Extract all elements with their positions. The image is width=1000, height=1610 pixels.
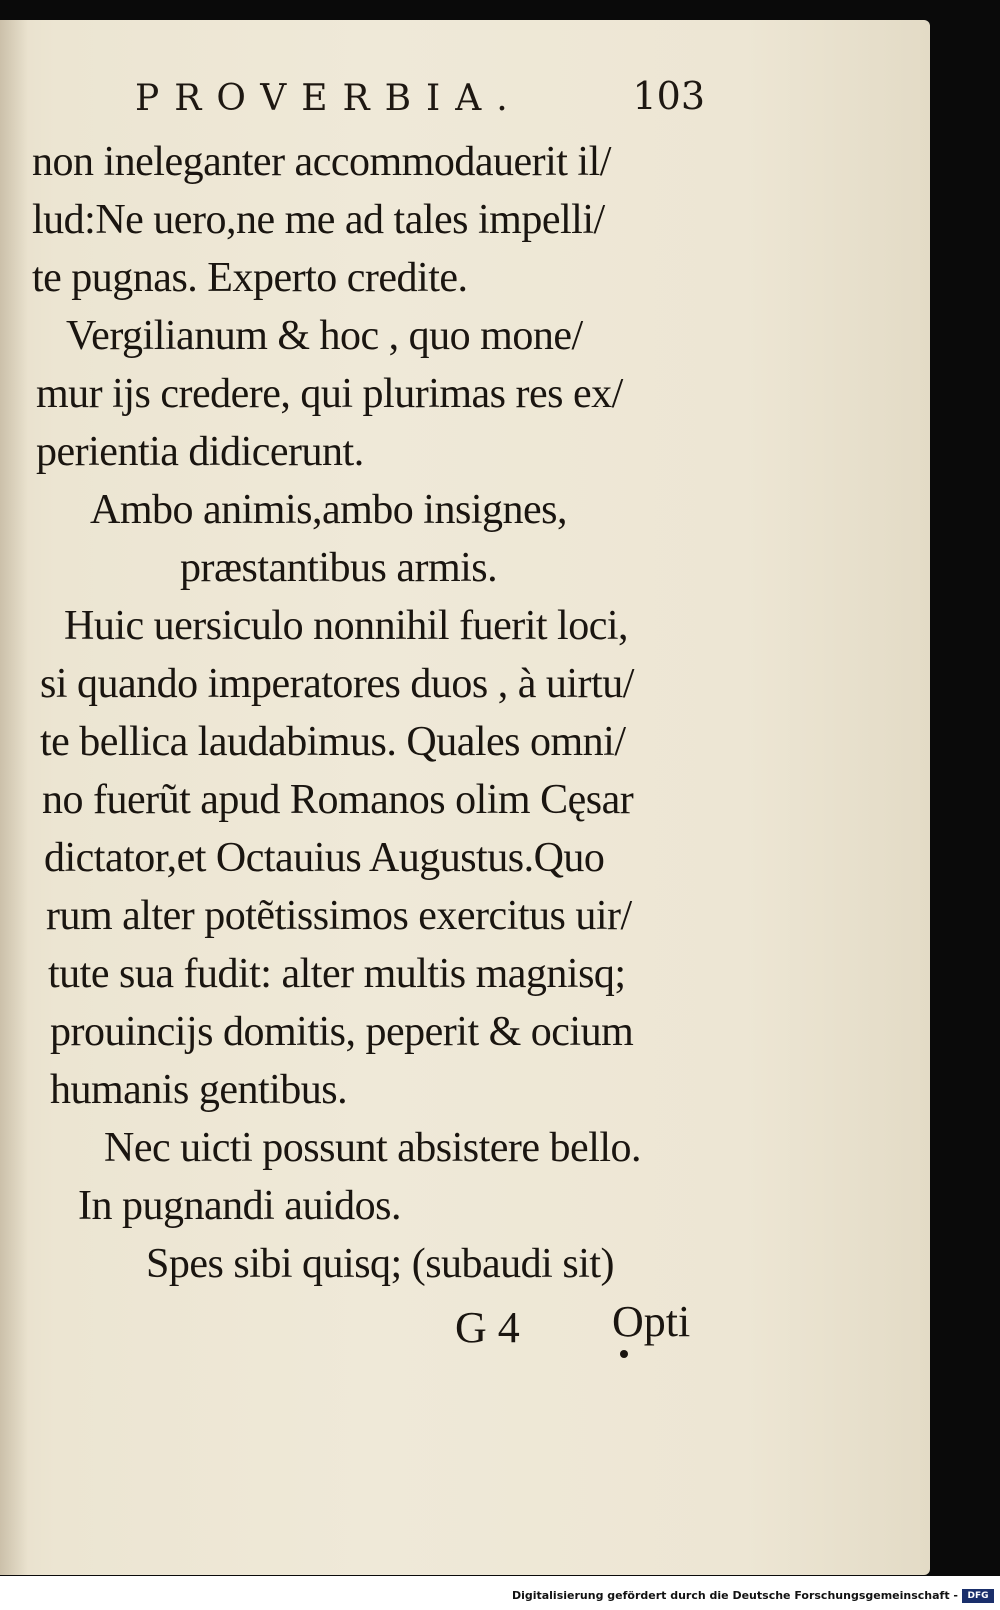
book-page [0,20,930,1575]
text-line: Nec uicti possunt absistere bello. [104,1125,642,1171]
ink-dot [620,1350,628,1358]
text-line: dictator,et Octauius Augustus.Quo [44,835,605,881]
text-line: In pugnandi auidos. [78,1183,401,1229]
text-line: Spes sibi quisq; (subaudi sit) [146,1241,615,1287]
text-line: humanis gentibus. [50,1067,348,1113]
text-line: rum alter potẽtissimos exercitus uir/ [46,893,632,939]
dfg-logo: DFG [962,1589,994,1603]
text-line: no fuerũt apud Romanos olim Cęsar [42,777,634,823]
text-line: te bellica laudabimus. Quales omni/ [40,719,626,765]
running-head: PROVERBIA. [135,78,523,119]
text-line: tute sua fudit: alter multis magnisq; [48,951,626,997]
footer-bar [0,1576,1000,1610]
catchword: Opti [612,1297,691,1346]
text-line: prouincijs domitis, peperit & ocium [50,1009,634,1055]
text-line: Ambo animis,ambo insignes, [90,487,567,533]
page-header [95,72,705,132]
text-line: perientia didicerunt. [36,429,364,475]
text-line: non ineleganter accommodauerit il/ [32,139,611,185]
text-line: te pugnas. Experto credite. [32,255,468,301]
funding-credit: Digitalisierung gefördert durch die Deutsche Forschungsgemeinschaft - [511,1589,958,1602]
text-line: Huic uersiculo nonnihil fuerit loci, [64,603,629,649]
text-line: si quando imperatores duos , à uirtu/ [40,661,634,707]
text-line: Vergilianum & hoc , quo mone/ [66,313,583,359]
text-line: mur ijs credere, qui plurimas res ex/ [36,371,623,417]
text-line: præstantibus armis. [180,545,498,591]
page-number: 103 [632,74,705,118]
signature-mark: G 4 [455,1303,520,1352]
text-line: lud:Ne uero,ne me ad tales impelli/ [32,197,605,243]
